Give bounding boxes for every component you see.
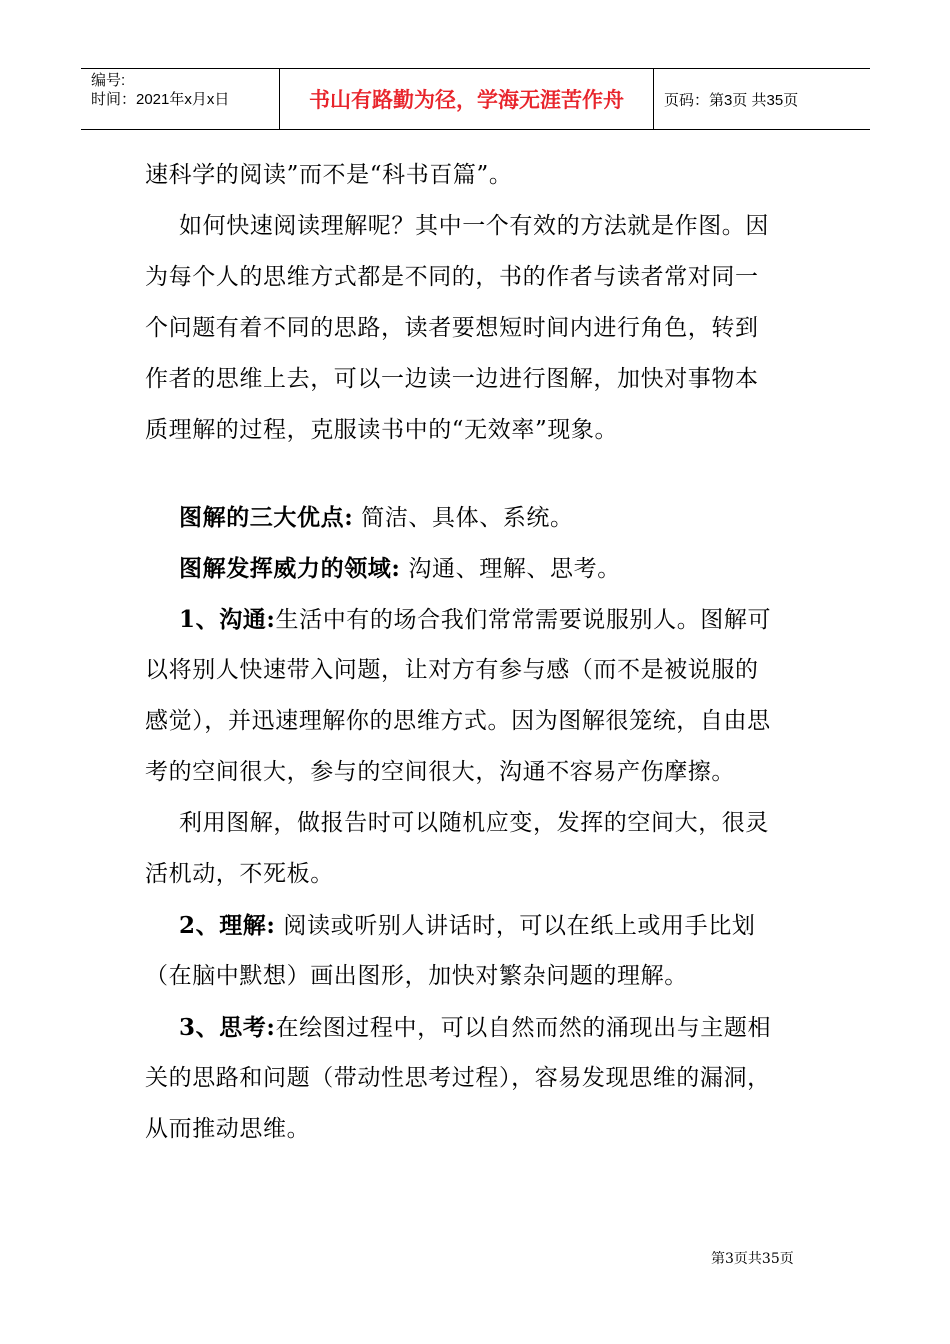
point-3-line (145, 1002, 810, 1053)
text-line: 考的空间很大，参与的空间很大，沟通不容易产伤摩擦。 (145, 759, 735, 785)
advantages-line (145, 492, 810, 543)
header-motto: 书山有路勤为径，学海无涯苦作舟 (280, 69, 654, 129)
document-body (145, 150, 810, 1155)
advantages-text: 简洁、具体、系统。 (361, 505, 574, 531)
text-line: 感觉），并迅速理解你的思维方式。因为图解很笼统，自由思 (145, 708, 771, 734)
point-2-text: 阅读或听别人讲话时，可以在纸上或用手比划 (283, 913, 756, 939)
text-line: 利用图解，做报告时可以随机应变，发挥的空间大，很灵 (179, 810, 769, 836)
text-line: 关的思路和问题（带动性思考过程），容易发现思维的漏洞， (145, 1065, 771, 1091)
text-line: 活机动，不死板。 (145, 861, 334, 887)
point-2-line (145, 900, 810, 951)
text-line: 为每个人的思维方式都是不同的，书的作者与读者常对同一 (145, 264, 759, 290)
text-line: 如何快速阅读理解呢？其中一个有效的方法就是作图。因 (179, 213, 769, 239)
text-line: 作者的思维上去，可以一边读一边进行图解，加快对事物本 (145, 366, 759, 392)
text-line: 个问题有着不同的思路，读者要想短时间内进行角色，转到 (145, 315, 759, 341)
point-1-heading: 1、沟通: (179, 606, 276, 633)
point-2-heading: 2、理解: (179, 912, 276, 939)
point-1-line (145, 594, 810, 645)
header-time: 时间：2021年x月x日 (91, 91, 230, 108)
header-page: 页码：第3页 共35页 (664, 91, 799, 109)
fields-line (145, 543, 810, 594)
page-footer: 第3页共35页 (711, 1251, 794, 1267)
point-3-heading: 3、思考: (179, 1014, 276, 1041)
text-line: 质理解的过程，克服读书中的“无效率”现象。 (145, 417, 619, 443)
point-1-text: 生活中有的场合我们常常需要说服别人。图解可 (275, 607, 772, 633)
text-line: 以将别人快速带入问题，让对方有参与感（而不是被说服的 (145, 657, 759, 683)
page-header (81, 68, 870, 130)
text-line: 速科学的阅读”而不是“科书百篇”。 (145, 162, 513, 188)
header-meta (81, 69, 280, 129)
spacer (145, 456, 810, 492)
fields-text: 沟通、理解、思考。 (408, 556, 621, 582)
text-line: （在脑中默想）画出图形，加快对繁杂问题的理解。 (145, 963, 688, 989)
header-number: 编号: (91, 72, 126, 89)
text-line: 从而推动思维。 (145, 1116, 311, 1142)
advantages-heading: 图解的三大优点: (179, 504, 354, 531)
point-3-text: 在绘图过程中，可以自然而然的涌现出与主题相 (275, 1015, 772, 1041)
fields-heading: 图解发挥威力的领域: (179, 555, 401, 582)
